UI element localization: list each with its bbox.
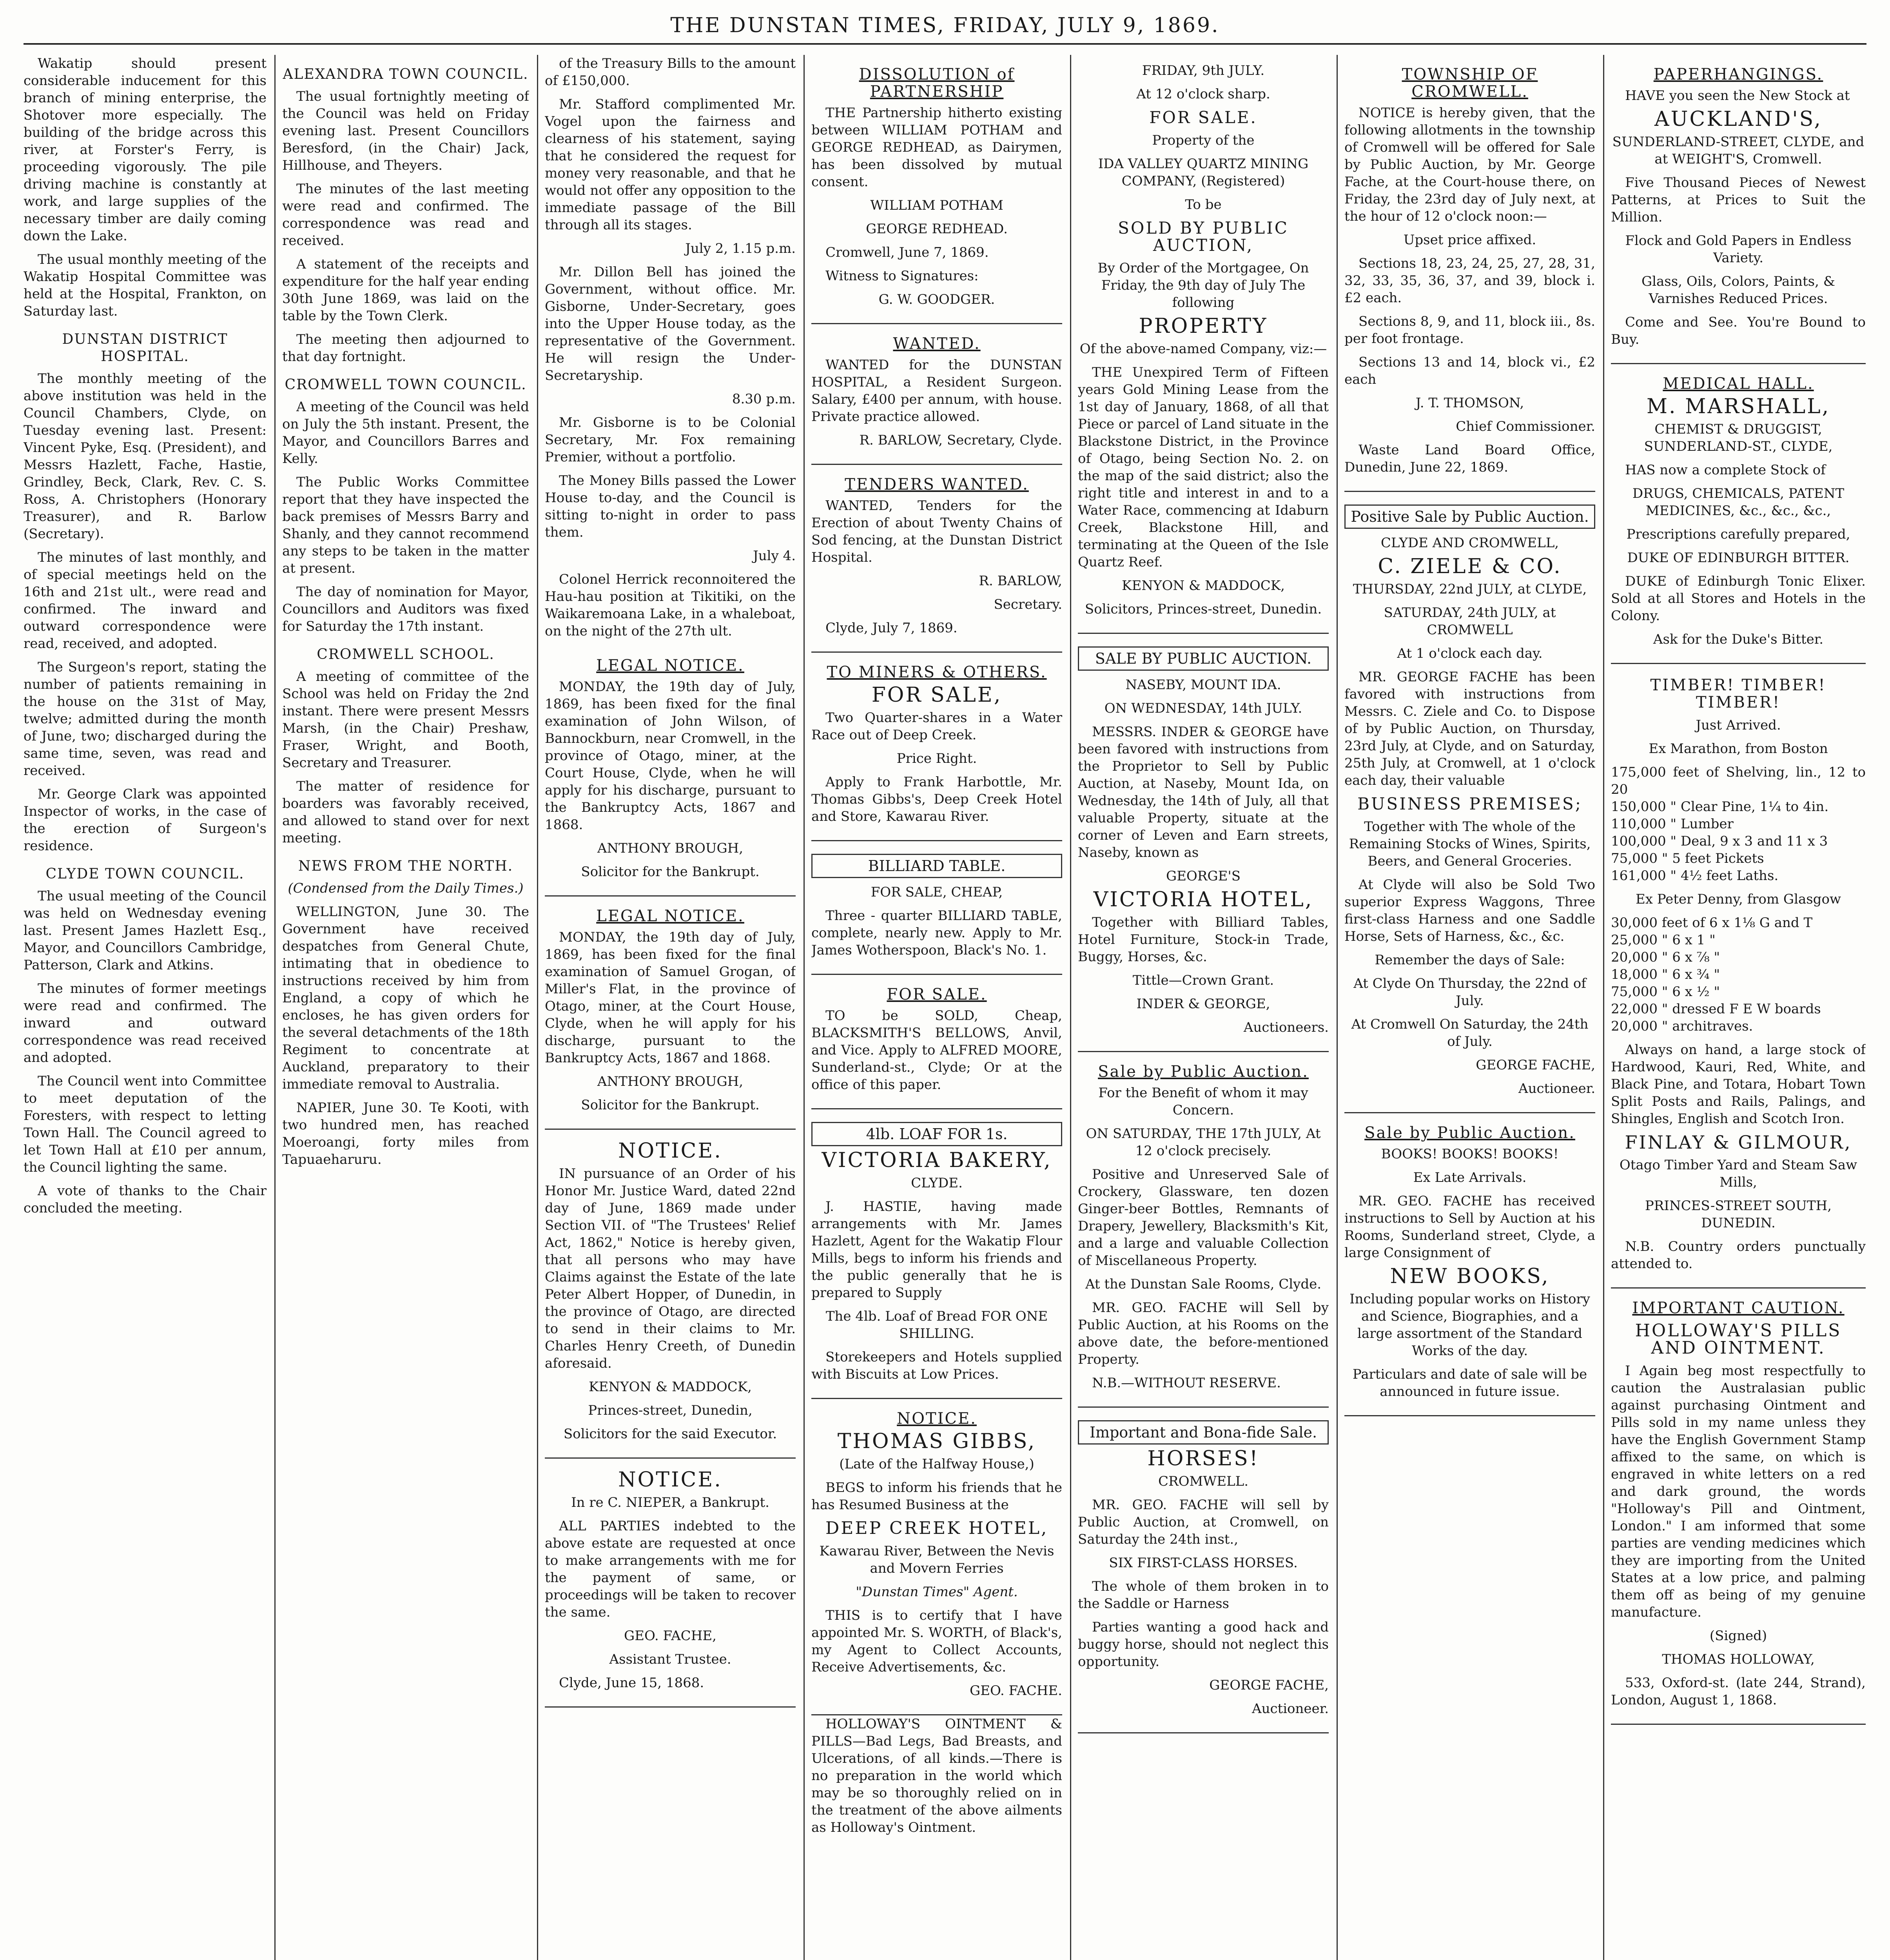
ad-title: VICTORIA BAKERY, (822, 1149, 1052, 1172)
ad-victoria-bakery (811, 1109, 1062, 1399)
ad-heading: Important and Bona-fide Sale. (1078, 1420, 1329, 1445)
paragraph: The meeting then adjourned to that day fortnight. (282, 332, 529, 365)
list-item: 20,000 " 6 x ⅞ " (1611, 949, 1720, 965)
paragraph: Storekeepers and Hotels supplied with Biscuits at Low Prices. (811, 1349, 1062, 1382)
ad-heading: Sale by Public Auction. (1098, 1063, 1309, 1081)
paragraph: DUKE of Edinburgh Tonic Elixer. Sold at all Stores and Hotels in the Colony. (1611, 573, 1866, 624)
paragraph: The Money Bills passed the Lower House to-day, and the Council is sitting to-night in order to pass them. (545, 473, 796, 540)
ad-victoria-hotel (1078, 634, 1329, 1052)
ad-holloway (1611, 1289, 1866, 1725)
ad-heading: WANTED. (893, 335, 981, 353)
paragraph: Parties wanting a good hack and buggy horse, should not neglect this opportunity. (1078, 1619, 1329, 1670)
section-list: Sections 18, 23, 24, 25, 27, 28, 31, 32, 33, 35, 36, 37, and 39, block i. £2 each. (1344, 256, 1595, 306)
paragraph: I Again beg most respectfully to caution the Australasian public against purchasing Ointment and Pills sold in my name unless they have the English Government Stamp affixed to the same, on which is engraved in white letters on a red and dark ground, the words "Holloway's Pill and Ointment, London." I am informed that some parties are vending medicines which they are importing from the United States at a low price, and palming them off as being of my genuine manufacture. (1611, 1363, 1866, 1620)
address: PRINCES-STREET SOUTH, DUNEDIN. (1645, 1198, 1832, 1231)
paragraph: Come and See. You're Bound to Buy. (1611, 314, 1866, 347)
signature-address: Solicitors, Princes-street, Dunedin. (1085, 601, 1322, 617)
list-item: 75,000 " 5 feet Pickets (1611, 851, 1764, 866)
paragraph: A vote of thanks to the Chair concluded the meeting. (24, 1183, 267, 1216)
paragraph: Positive and Unreserved Sale of Crockery, Glassware, ten dozen Ginger-beer Bottles, Remnants of Drapery, Jewellery, Blacksmith's Kit, and a large and valuable Collection of Miscellaneous Property. (1078, 1167, 1329, 1269)
ad-heading: NOTICE. (897, 1410, 977, 1428)
ad-heading: SALE BY PUBLIC AUCTION. (1078, 646, 1329, 671)
paragraph: A statement of the receipts and expenditure for the half year ending 30th June 1869, was laid on the table by the Town Clerk. (282, 256, 529, 324)
ad-date: At Clyde On Thursday, the 22nd of July. (1353, 976, 1586, 1009)
heading-clyde-town-council: CLYDE TOWN COUNCIL. (45, 866, 245, 882)
signature-title: Auctioneer. (1252, 1701, 1329, 1717)
ad-heading: NOTICE. (618, 1468, 722, 1492)
signature-title: Auctioneers. (1243, 1020, 1329, 1035)
paragraph: of the Treasury Bills to the amount of £150,000. (545, 56, 796, 89)
heading-alexandra-council: ALEXANDRA TOWN COUNCIL. (283, 66, 529, 82)
paragraph: Three - quarter BILLIARD TABLE, complete, nearly new. Apply to Mr. James Wotherspoon, Black's No. 1. (811, 908, 1062, 958)
heading-news-north: NEWS FROM THE NORTH. (298, 858, 513, 874)
paragraph: The Public Works Committee report that they have inspected the back premises of Messrs Barry and Shanly, and they cannot recommend any steps to be taken in the matter at present. (282, 474, 529, 576)
column-divider (1337, 55, 1338, 1960)
paragraph: THE Unexpired Term of Fifteen years Gold Mining Lease from the 1st day of January, 1868, of all that Piece or parcel of Land situate in the Blackstone District, in the Province of Otago, being Section No. 2. on the map of the said district; also the right title and interest in and to a Water Race, commencing at Idaburn Creek, Blackstone Hill, and terminating at the Queen of the Isle Quartz Reef. (1078, 365, 1329, 570)
ad-township-cromwell (1344, 55, 1595, 492)
signature: J. T. THOMSON, (1415, 395, 1524, 411)
signature: GEO. FACHE, (624, 1628, 716, 1644)
ad-sale-rooms (1078, 1052, 1329, 1408)
paragraph: The Council went into Committee to meet deputation of the Foresters, with respect to letting Town Hall. The Council agreed to let Town Hall at £10 per annum, the Council lighting the same. (24, 1073, 267, 1175)
ad-heading: TENDERS WANTED. (845, 475, 1029, 494)
subheading: Remember the days of Sale: (1375, 952, 1565, 968)
signature: GEORGE FACHE, (1476, 1057, 1595, 1073)
signature-title: Solicitor for the Bankrupt. (581, 1097, 760, 1113)
paragraph: MONDAY, the 19th day of July, 1869, has been fixed for the final examination of Samuel Grogan, of Miller's Flat, in the province of Otago, miner, at the Court House, Clyde, when he will apply for his discharge, pursuant to the Bankruptcy Acts, 1867 and 1868. (545, 929, 796, 1066)
list-item: 22,000 " dressed F E W boards (1611, 1001, 1821, 1017)
column-3 (545, 55, 796, 1960)
ad-wanted (811, 324, 1062, 465)
subheading: In re C. NIEPER, a Bankrupt. (571, 1495, 769, 1510)
ad-medical-hall (1611, 364, 1866, 664)
ad-heading: DISSOLUTION of PARTNERSHIP (859, 65, 1015, 101)
column-1 (24, 55, 267, 1960)
ad-billiard-table (811, 841, 1062, 975)
list-item: 75,000 " 6 x ½ " (1611, 984, 1720, 1000)
ad-ziele (1344, 492, 1595, 1113)
ad-title: BOOKS! BOOKS! BOOKS! (1381, 1146, 1559, 1162)
paragraph: IN pursuance of an Order of his Honor Mr. Justice Ward, dated 22nd day of June, 1869 made under Section VII. of "The Trustees' Relief Act, 1862," Notice is hereby given, that all persons who may have Claims against the Estate of the late Peter Albert Hopper, of Dunedin, in the province of Otago, are directed to send in their claims to Mr. Charles Henry Creeth, of Dunedin aforesaid. (545, 1166, 796, 1371)
subheading: DUKE OF EDINBURGH BITTER. (1627, 550, 1850, 566)
signed-label: (Signed) (1709, 1628, 1767, 1644)
subheading: Property of the (1152, 132, 1255, 148)
column-divider (274, 55, 276, 1960)
dateline: Clyde, June 15, 1868. (559, 1675, 704, 1691)
paragraph: Otago Timber Yard and Steam Saw Mills, (1619, 1157, 1857, 1190)
paragraph: The 4lb. Loaf of Bread FOR ONE SHILLING. (825, 1308, 1048, 1341)
signature: GEO. FACHE. (970, 1683, 1062, 1699)
section-list: Sections 13 and 14, block vi., £2 each (1344, 354, 1595, 387)
ad-heading: PAPERHANGINGS. (1653, 65, 1823, 83)
column-5 (1078, 55, 1329, 1960)
paragraph: Mr. George Clark was appointed Inspector of works, in the case of the erection of Surgeon's residence. (24, 786, 267, 854)
signature: ANTHONY BROUGH, (597, 840, 744, 856)
subheading: FOR SALE, CHEAP, (871, 884, 1003, 900)
ad-title: PROPERTY (1139, 314, 1268, 338)
column-divider (1070, 55, 1071, 1960)
company: IDA VALLEY QUARTZ MINING COMPANY, (Registered) (1098, 156, 1309, 189)
ad-notice-nieper (545, 1459, 796, 1708)
ad-notice-trustees (545, 1130, 796, 1459)
signature-title: Solicitor for the Bankrupt. (581, 864, 760, 880)
paragraph: The matter of residence for boarders was favorably received, and allowed to stand over for next meeting. (282, 779, 529, 846)
paragraph: Particulars and date of sale will be announced in future issue. (1352, 1367, 1587, 1399)
paragraph: The minutes of former meetings were read and confirmed. The inward and outward correspondence was read received and adopted. (24, 981, 267, 1065)
signature: GEORGE FACHE, (1209, 1677, 1329, 1693)
ad-heading: IMPORTANT CAUTION. (1632, 1299, 1845, 1317)
ad-bellows (811, 975, 1062, 1109)
signature: ANTHONY BROUGH, (597, 1074, 744, 1089)
paragraph: ALL PARTIES indebted to the above estate are requested at once to make arrangements with me for the payment of same, or proceedings will be taken to recover the same. (545, 1518, 796, 1620)
subheading: Ex Marathon, from Boston (1649, 741, 1828, 757)
paragraph: DRUGS, CHEMICALS, PATENT MEDICINES, &c., &c., &c., (1632, 486, 1845, 519)
paragraph: Prescriptions carefully prepared, (1626, 526, 1850, 542)
paragraph: BEGS to inform his friends that he has Resumed Business at the (811, 1480, 1062, 1513)
paragraph: The monthly meeting of the above institution was held in the Council Chambers, Clyde, on Tuesday evening last. Present: Vincent Pyke, Esq. (President), and Messrs Hazlett, Fache, Hastie, Grindley, Beck, Clark, Rev. C. S. Ross, A. Christophers (Honorary Treasurer), and R. Barlow (Secretary). (24, 371, 267, 542)
location: Kawarau River, Between the Nevis and Movern Ferries (819, 1543, 1054, 1576)
paragraph: WELLINGTON, June 30. The Government have received despatches from General Chute, intimating that in obedience to instructions received by him from England, a copy of which he encloses, he has given orders for the several detachments of the 18th Regiment to concentrate at Auckland, preparatory to their immediate removal to Australia. (282, 904, 529, 1092)
dateline: 8.30 p.m. (732, 391, 796, 407)
list-item: 20,000 " architraves. (1611, 1018, 1753, 1034)
witness-label: Witness to Signatures: (825, 268, 979, 284)
subheading: SIX FIRST-CLASS HORSES. (1109, 1555, 1298, 1571)
paragraph: MR. GEO. FACHE will Sell by Public Auction, at his Rooms on the above date, the before-mentioned Property. (1078, 1300, 1329, 1367)
paragraph: THE Partnership hitherto existing between WILLIAM POTHAM and GEORGE REDHEAD, as Dairymen, has been dissolved by mutual consent. (811, 105, 1062, 190)
paragraph: Including popular works on History and Science, Biographies, and a large assortment of the Standard Works of the day. (1349, 1291, 1590, 1359)
paragraph: The minutes of last monthly, and of special meetings held on the 16th and 21st ult., were read and confirmed. The inward and outward correspondence were read, received, and adopted. (24, 550, 267, 652)
ad-water-race (811, 653, 1062, 841)
dateline: July 4. (753, 548, 796, 564)
ad-title: M. MARSHALL, (1646, 395, 1830, 418)
paragraph: Mr. Stafford complimented Mr. Vogel upon the fairness and clearness of his statement, saying that he considered the request for money very reasonable, and that he would not offer any opposition to the immediate passage of the Bill through all its stages. (545, 96, 796, 233)
list-item: 150,000 " Clear Pine, 1¼ to 4in. (1611, 799, 1829, 815)
ad-dissolution (811, 55, 1062, 324)
ad-heading: FOR SALE. (887, 985, 987, 1004)
signature: R. BARLOW, (979, 573, 1062, 589)
dateline: Cromwell, June 7, 1869. (825, 245, 989, 260)
list-item: 175,000 feet of Shelving, lin., 12 to 20 (1611, 764, 1866, 797)
paragraph: The day of nomination for Mayor, Councillors and Auditors was fixed for Saturday the 17th instant. (282, 584, 529, 634)
ad-thomas-gibbs (811, 1399, 1062, 1715)
ad-date: THURSDAY, 22nd JULY, at CLYDE, (1353, 581, 1587, 597)
ad-heading: MEDICAL HALL. (1663, 375, 1814, 393)
ad-title: C. ZIELE & CO. (1378, 555, 1562, 578)
section-list: Sections 8, 9, and 11, block iii., 8s. per foot frontage. (1344, 314, 1595, 347)
ad-heading: NOTICE. (618, 1139, 722, 1163)
ad-date: ON WEDNESDAY, 14th JULY. (1104, 701, 1302, 716)
list-item: 161,000 " 4½ feet Laths. (1611, 868, 1779, 884)
paragraph: Together with Billiard Tables, Hotel Furniture, Stock-in Trade, Buggy, Horses, &c. (1078, 915, 1329, 965)
ad-title: FOR SALE, (871, 683, 1002, 707)
paragraph: A meeting of committee of the School was held on Friday the 2nd instant. There were present Messrs Marsh, (in the Chair) Preshaw, Fraser, Wright, and Booth, Secretary and Treasurer. (282, 669, 529, 771)
ad-paperhangings (1611, 55, 1866, 364)
ad-books (1344, 1113, 1595, 1416)
ad-heading: TIMBER! TIMBER! TIMBER! (1650, 676, 1827, 711)
paragraph: HAS now a complete Stock of (1625, 462, 1826, 478)
signature: KENYON & MADDOCK, (1122, 578, 1285, 593)
signature-title: Auctioneer. (1518, 1081, 1595, 1096)
signature-title: Assistant Trustee. (609, 1651, 731, 1667)
paragraph: MONDAY, the 19th day of July, 1869, has been fixed for the final examination of John Wilson, of Bannockburn, near Cromwell, in the province of Otago, miner, at the Court House, Clyde, when he will apply for his discharge, pursuant to the Bankruptcy Acts, 1867 and 1868. (545, 679, 796, 833)
paragraph: A meeting of the Council was held on July the 5th instant. Present, the Mayor, and Councillors Barres and Kelly. (282, 399, 529, 466)
paragraph: HAVE you seen the New Stock at (1625, 88, 1850, 103)
ad-title: AUCKLAND'S, (1654, 107, 1822, 131)
location: At the Dunstan Sale Rooms, Clyde. (1085, 1276, 1322, 1292)
paragraph: HOLLOWAY'S OINTMENT & PILLS—Bad Legs, Bad Breasts, and Ulcerations, of all kinds.—There is no preparation in the world which may be so thoroughly relied on in the treatment of the above ailments as Holloway's Ointment. (811, 1716, 1062, 1835)
list-item: 110,000 " Lumber (1611, 816, 1734, 832)
paragraph: Glass, Oils, Colors, Paints, & Varnishes Reduced Prices. (1641, 274, 1836, 307)
ad-heading: BILLIARD TABLE. (811, 854, 1062, 878)
paragraph: J. HASTIE, having made arrangements with Mr. James Hazlett, Agent for the Wakatip Flour Mills, begs to inform his friends and the public generally that he is prepared to Supply (811, 1199, 1062, 1301)
price: Price Right. (896, 751, 977, 766)
address: 533, Oxford-st. (late 244, Strand), London, August 1, 1868. (1611, 1675, 1866, 1708)
ad-legal-notice-2 (545, 897, 796, 1130)
signature: THOMAS HOLLOWAY, (1662, 1651, 1815, 1667)
location: CROMWELL. (1158, 1474, 1249, 1489)
timber-list (1611, 914, 1866, 1035)
signature-title: Chief Commissioner. (1456, 419, 1595, 434)
subheading: (Late of the Halfway House,) (839, 1456, 1034, 1472)
signature-title: Secretary. (994, 597, 1062, 612)
subheading: CLYDE AND CROMWELL, (1380, 535, 1559, 551)
address: SUNDERLAND-STREET, CLYDE, and at WEIGHT'S, Cromwell. (1612, 134, 1865, 167)
paragraph: Five Thousand Pieces of Newest Patterns, at Prices to Suit the Million. (1611, 175, 1866, 225)
paragraph: Mr. Gisborne is to be Colonial Secretary, Mr. Fox remaining Premier, without a portfolio. (545, 415, 796, 465)
ad-title: BUSINESS PREMISES; (1357, 794, 1582, 813)
note: N.B. Country orders punctually attended to. (1611, 1239, 1866, 1272)
ad-title: HOLLOWAY'S PILLS AND OINTMENT. (1635, 1321, 1842, 1358)
subheading: (Condensed from the Daily Times.) (288, 880, 524, 896)
signature: KENYON & MADDOCK, (589, 1379, 752, 1395)
column-divider (537, 55, 538, 1960)
paragraph: The minutes of the last meeting were read and confirmed. The correspondence was read and received. (282, 181, 529, 249)
paragraph: NOTICE is hereby given, that the following allotments in the township of Cromwell will be offered for Sale by Public Auction, by Mr. George Fache, at the Court-house there, on Friday, the 23rd day of July next, at the hour of 12 o'clock noon:— (1344, 105, 1595, 224)
article-intro: Wakatip should present considerable inducement for this branch of mining enterprise, the Shotover more especially. The building of the bridge across this river, at Forster's Ferry, is proceeding vigorously. The pile driving machine is constantly at work, and large supplies of the necessary timber are daily coming down the Lake. (24, 56, 267, 244)
ad-heading: TOWNSHIP OF CROMWELL. (1402, 65, 1538, 101)
dateline: Clyde, July 7, 1869. (825, 620, 958, 636)
ad-heading: Positive Sale by Public Auction. (1344, 505, 1595, 529)
paragraph: THIS is to certify that I have appointed Mr. S. WORTH, of Black's, my Agent to Collect Accounts, Receive Advertisements, &c. (811, 1608, 1062, 1675)
paragraph: WANTED, Tenders for the Erection of about Twenty Chains of Sod fencing, at the Dunstan District Hospital. (811, 498, 1062, 565)
paragraph: At Clyde will also be Sold Two superior Express Waggons, Three first-class Harness and one Saddle Horse, Sets of Harness, &c., &c. (1344, 877, 1595, 944)
heading-cromwell-council: CROMWELL TOWN COUNCIL. (285, 377, 527, 393)
ad-timber (1611, 664, 1866, 1289)
ad-date: SATURDAY, 24th JULY, at CROMWELL (1384, 605, 1556, 638)
address: CHEMIST & DRUGGIST, SUNDERLAND-ST., CLYDE, (1644, 421, 1833, 454)
list-item: 25,000 " 6 x 1 " (1611, 932, 1716, 948)
paragraph: By Order of the Mortgagee, On Friday, the 9th day of July The following (1097, 260, 1309, 310)
list-item: 100,000 " Deal, 9 x 3 and 11 x 3 (1611, 833, 1828, 849)
subheading: For the Benefit of whom it may Concern. (1098, 1085, 1308, 1118)
ad-tenders (811, 465, 1062, 653)
paragraph: NAPIER, June 30. Te Kooti, with two hundred men, has reached Moeroangi, forty miles from Tapuaeharuru. (282, 1100, 529, 1167)
masthead: THE DUNSTAN TIMES, FRIDAY, JULY 9, 1869. (24, 8, 1866, 45)
column-divider (804, 55, 805, 1960)
subheading: Ex Peter Denny, from Glasgow (1635, 891, 1841, 907)
subheading: CLYDE. (911, 1175, 963, 1191)
heading-dunstan-hospital: DUNSTAN DISTRICT HOSPITAL. (62, 331, 228, 365)
subheading: GEORGE'S (1166, 868, 1241, 884)
paragraph: The usual meeting of the Council was held on Wednesday evening last. Present James Hazlett Esq., Mayor, and Councillors Cambridge, Patterson, Clark and Atkins. (24, 888, 267, 973)
subheading: Of the above-named Company, viz:— (1079, 341, 1327, 357)
column-2 (282, 55, 529, 1960)
paragraph: MR. GEO. FACHE will sell by Public Auction, at Cromwell, on Saturday the 24th inst., (1078, 1497, 1329, 1547)
subheading: "Dunstan Times" Agent. (856, 1584, 1018, 1600)
ad-hotel: DEEP CREEK HOTEL, (825, 1518, 1048, 1538)
witness-name: G. W. GOODGER. (878, 292, 995, 307)
paragraph: WANTED for the DUNSTAN HOSPITAL, a Resident Surgeon. Salary, £400 per annum, with house. Private practice allowed. (811, 357, 1062, 425)
paragraph: Together with The whole of the Remaining Stocks of Wines, Spirits, Beers, and General Groceries. (1349, 819, 1591, 869)
dateline: Waste Land Board Office, Dunedin, June 22, 1869. (1344, 442, 1595, 475)
paragraph: MR. GEO. FACHE has received instructions to Sell by Auction at his Rooms, Sunderland street, Clyde, a large Consignment of (1344, 1193, 1595, 1261)
column-6 (1344, 55, 1595, 1960)
ad-date: ON SATURDAY, THE 17th JULY, At 12 o'clock precisely. (1086, 1126, 1321, 1159)
paragraph: Two Quarter-shares in a Water Race out of Deep Creek. (811, 710, 1062, 743)
ad-horses (1078, 1408, 1329, 1733)
column-7 (1611, 55, 1866, 1960)
column-4 (811, 55, 1062, 1960)
paragraph: MESSRS. INDER & GEORGE have been favored with instructions from the Proprietor to Sell by Public Auction, at Naseby, Mount Ida, on Wednesday, the 14th of July, all that valuable Property, situate at the corner of Leven and Earn streets, Naseby, known as (1078, 724, 1329, 860)
paragraph: MR. GEORGE FACHE has been favored with instructions from Messrs. C. Ziele and Co. to Dispose of by Public Auction, on Thursday, 23rd July, at Clyde, and on Saturday, 25th July, at Cromwell, at 1 o'clock each day, their valuable (1344, 669, 1595, 788)
ad-heading: TO MINERS & OTHERS. (827, 663, 1047, 681)
ad-title: THOMAS GIBBS, (837, 1430, 1036, 1453)
paragraph: The usual fortnightly meeting of the Council was held on Friday evening last. Present Councillors Beresford, (in the Chair) Jack, Hillhouse, and Theyers. (282, 89, 529, 173)
heading-cromwell-school: CROMWELL SCHOOL. (317, 646, 495, 662)
ad-heading: FOR SALE. (1149, 108, 1257, 127)
signature-address: Princes-street, Dunedin, (588, 1403, 753, 1418)
ad-legal-notice-1 (545, 646, 796, 897)
paragraph: Flock and Gold Papers in Endless Variety. (1625, 233, 1852, 266)
ad-heading: 4lb. LOAF FOR 1s. (811, 1122, 1062, 1146)
ad-title: VICTORIA HOTEL, (1093, 888, 1313, 911)
ad-heading: LEGAL NOTICE. (596, 657, 744, 675)
paragraph: Apply to Frank Harbottle, Mr. Thomas Gibbs's, Deep Creek Hotel and Store, Kawarau River. (811, 774, 1062, 824)
timber-list (1611, 764, 1866, 884)
title-note: Tittle—Crown Grant. (1132, 973, 1274, 988)
ad-heading: Sale by Public Auction. (1364, 1124, 1575, 1142)
note: N.B.—WITHOUT RESERVE. (1092, 1375, 1281, 1391)
paragraph: The Surgeon's report, stating the number of patients remaining in the house on the 31st of May, twelve; admitted during the month of June, two; discharged during the same time, seven, was read and received. (24, 659, 267, 779)
ad-date: At Cromwell On Saturday, the 24th of July. (1351, 1016, 1589, 1049)
ad-time: At 1 o'clock each day. (1397, 646, 1543, 661)
list-item: 18,000 " 6 x ¾ " (1611, 967, 1720, 982)
dateline: July 2, 1.15 p.m. (685, 241, 796, 256)
signature: GEORGE REDHEAD. (866, 221, 1008, 237)
paragraph: TO be SOLD, Cheap, BLACKSMITH'S BELLOWS, Anvil, and Vice. Apply to ALFRED MOORE, Sunderland-st., Clyde; Or at the office of this paper. (811, 1008, 1062, 1093)
ad-time: At 12 o'clock sharp. (1136, 86, 1270, 102)
signature: WILLIAM POTHAM (870, 198, 1003, 213)
location: NASEBY, MOUNT IDA. (1125, 677, 1281, 693)
ad-heading: LEGAL NOTICE. (596, 907, 744, 925)
subheading: To be (1185, 197, 1222, 212)
subheading: Ex Late Arrivals. (1413, 1170, 1527, 1185)
paragraph: Ask for the Duke's Bitter. (1653, 632, 1824, 647)
paragraph: Colonel Herrick reconnoitered the Hau-hau position at Tikitiki, on the Waikaremoana Lake, in a whaleboat, on the night of the 27th ult. (545, 572, 796, 639)
ad-ida-valley (1078, 55, 1329, 634)
subheading: Just Arrived. (1696, 717, 1781, 733)
paragraph: The whole of them broken in to the Saddle or Harness (1078, 1579, 1329, 1612)
ad-title: NEW BOOKS, (1390, 1265, 1550, 1288)
ad-date: FRIDAY, 9th JULY. (1142, 63, 1265, 78)
list-item: 30,000 feet of 6 x 1⅛ G and T (1611, 915, 1813, 931)
column-divider (1603, 55, 1604, 1960)
note: Upset price affixed. (1403, 232, 1536, 248)
signature-title: Solicitors for the said Executor. (563, 1426, 777, 1442)
signature: R. BARLOW, Secretary, Clyde. (859, 432, 1062, 448)
ad-title: FINLAY & GILMOUR, (1625, 1132, 1852, 1153)
paragraph: Mr. Dillon Bell has joined the Government, without office. Mr. Gisborne, Under-Secretary, goes into the Upper House today, as the representative of the Government. He will resign the Under-Secretaryship. (545, 264, 796, 383)
article-hospital: The usual monthly meeting of the Wakatip Hospital Committee was held at the Hospital, Frankton, on Saturday last. (24, 252, 267, 319)
ad-title: HORSES! (1147, 1447, 1259, 1470)
signature: INDER & GEORGE, (1136, 996, 1270, 1012)
ad-title: SOLD BY PUBLIC AUCTION, (1118, 218, 1289, 255)
paragraph: Always on hand, a large stock of Hardwood, Kauri, Red, White, and Black Pine, and Totara, Hobart Town Split Posts and Rails, Palings, and Shingles, English and Scotch Iron. (1611, 1042, 1866, 1127)
